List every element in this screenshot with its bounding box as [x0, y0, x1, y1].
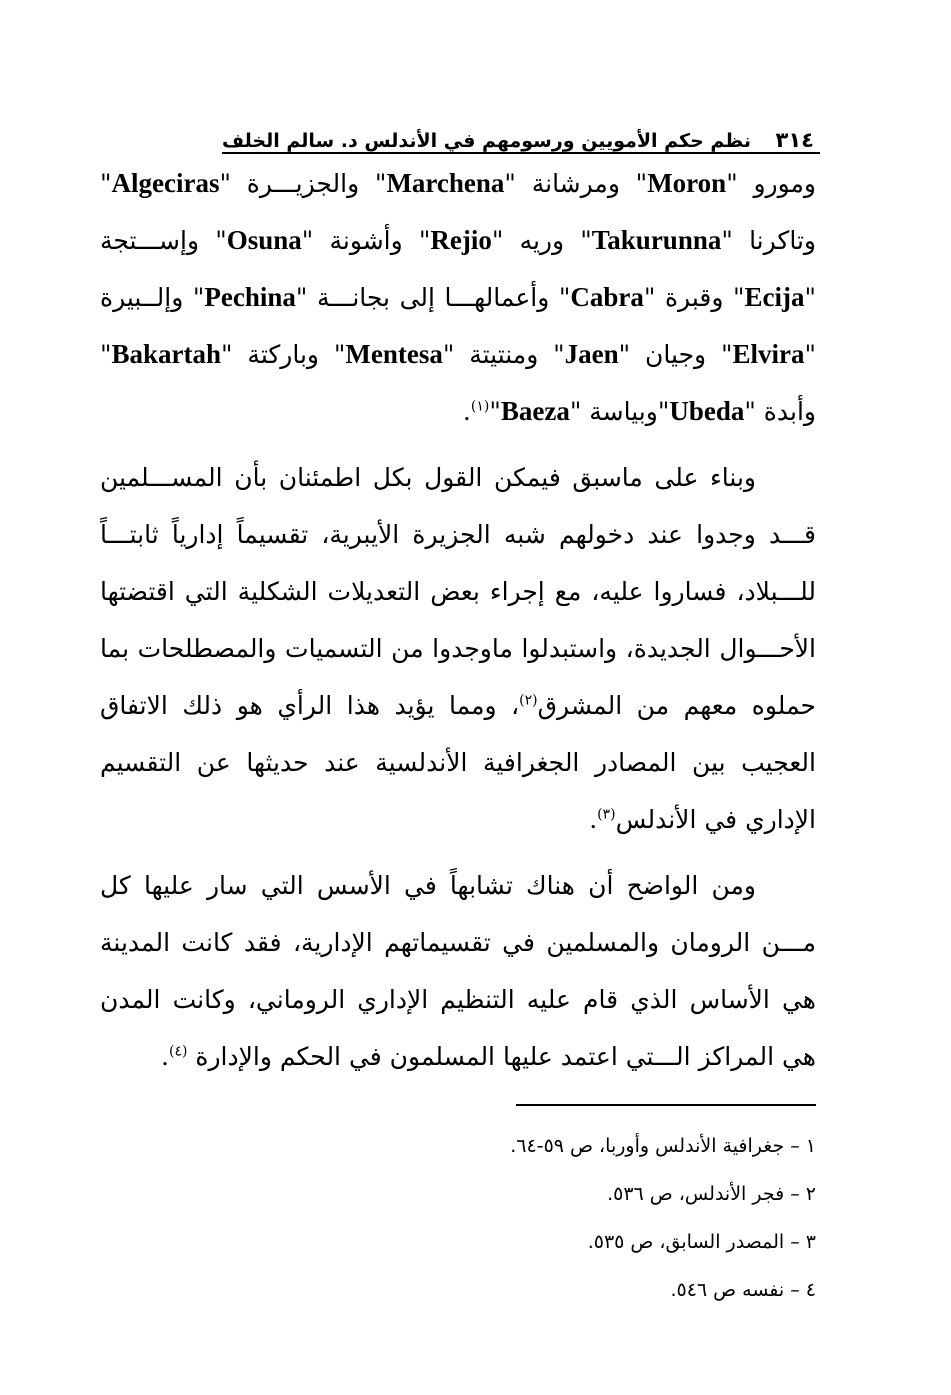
latin-term-ecija: Ecija	[744, 282, 805, 312]
footnote-1: ١ – جغرافية الأندلس وأوربا، ص ٥٩-٦٤.	[510, 1135, 816, 1157]
text-run: " وباركتة "	[221, 340, 346, 369]
latin-term-rejio: Rejio	[430, 225, 492, 255]
footnote-marker: (٢)	[519, 692, 538, 709]
text-run: " والجزيـــرة "	[219, 169, 387, 198]
footnote-2: ٢ – فجر الأندلس، ص ٥٣٦.	[607, 1183, 816, 1205]
text-run: .	[589, 805, 598, 834]
latin-term-algeciras: Algeciras	[111, 168, 220, 198]
latin-term-pechina: Pechina	[204, 282, 296, 312]
page-header	[222, 112, 820, 152]
text-run: ومن الواضح أن هناك تشابهاً في الأسس التي سار عليها كل مـــن الرومان والمسلمين في تقسيماتهم الإدارية، فقد كانت المدينة هي الأساس الذي قام عليه التنظيم الإداري الروماني، وكانت المدن هي المراكز الـــتي اعتمد عليها المسلمون في الحكم والإدارة	[100, 871, 816, 1071]
text-run: " وإســـتجة "	[100, 226, 816, 312]
latin-term-takurunna: Takurunna	[591, 225, 722, 255]
text-run: .	[462, 397, 471, 426]
text-run: .	[161, 1042, 169, 1071]
latin-term-cabra: Cabra	[570, 282, 644, 312]
paragraph-administrative-division	[100, 449, 816, 848]
text-run: " وجيان "	[618, 340, 733, 369]
footnote-marker: (١)	[470, 398, 490, 415]
page-number: ٣١٤	[775, 128, 814, 152]
latin-term-baeza: Baeza	[500, 396, 570, 426]
text-run: " ومنتيتة "	[442, 340, 565, 369]
text-run: " وإلــبيرة "	[100, 283, 816, 369]
text-run: ، ومما يؤيد هذا الرأي هو ذلك الاتفاق العجيب بين المصادر الجغرافية الأندلسية عند حديثها عن التقسيم الإداري في الأندلس	[100, 691, 816, 834]
latin-term-jaen: Jaen	[564, 339, 619, 369]
footnote-3: ٣ – المصدر السابق، ص ٥٣٥.	[587, 1231, 816, 1253]
text-run: " وقبرة "	[643, 283, 745, 312]
text-run: " وريه "	[491, 226, 592, 255]
text-run: " وتاكرنا "	[100, 169, 816, 255]
latin-term-bakartah: Bakartah	[111, 339, 222, 369]
latin-term-osuna: Osuna	[226, 225, 302, 255]
footnote-4: ٤ – نفسه ص ٥٤٦.	[670, 1279, 816, 1301]
paragraph-roman-similarity	[100, 857, 816, 1085]
text-run: " وأبدة "	[100, 340, 816, 426]
latin-term-elvira: Elvira	[732, 339, 805, 369]
latin-term-mentesa: Mentesa	[345, 339, 443, 369]
text-run: وبناء على ماسبق فيمكن القول بكل اطمئنان بأن المســـلمين قـــد وجدوا عند دخولهم شبه الجزيرة الأيبرية، تقسيماً إدارياً ثابتـــاً للـــبلاد، فساروا عليه، مع إجراء بعض التعديلات الشكلية التي اقتضتها الأحـــوال الجديدة، واستبدلوا ماوجدوا من التسميات والمصطلحات بما حملوه معهم من المشرق	[100, 463, 816, 720]
running-title: نظم حكم الأمويين ورسومهم في الأندلس د. سالم الخلف	[222, 130, 751, 152]
footnote-separator	[516, 1104, 816, 1106]
footnote-marker: (٤)	[168, 1043, 188, 1060]
text-run: ومورو "	[726, 169, 816, 198]
footnotes	[300, 1122, 816, 1314]
latin-term-ubeda: Ubeda	[669, 396, 745, 426]
text-run: " وأشونة "	[301, 226, 431, 255]
text-run: " ومرشانة "	[504, 169, 648, 198]
body-text	[100, 155, 816, 1085]
text-run: " وأعمالهـــا إلى بجانـــة "	[295, 283, 571, 312]
header-rule	[222, 152, 820, 154]
text-run: "	[489, 397, 501, 426]
footnote-marker: (٣)	[597, 806, 616, 823]
latin-term-marchena: Marchena	[386, 168, 505, 198]
paragraph-place-names	[100, 155, 816, 440]
text-run: "وبياسة "	[569, 397, 670, 426]
latin-term-moron: Moron	[647, 168, 727, 198]
